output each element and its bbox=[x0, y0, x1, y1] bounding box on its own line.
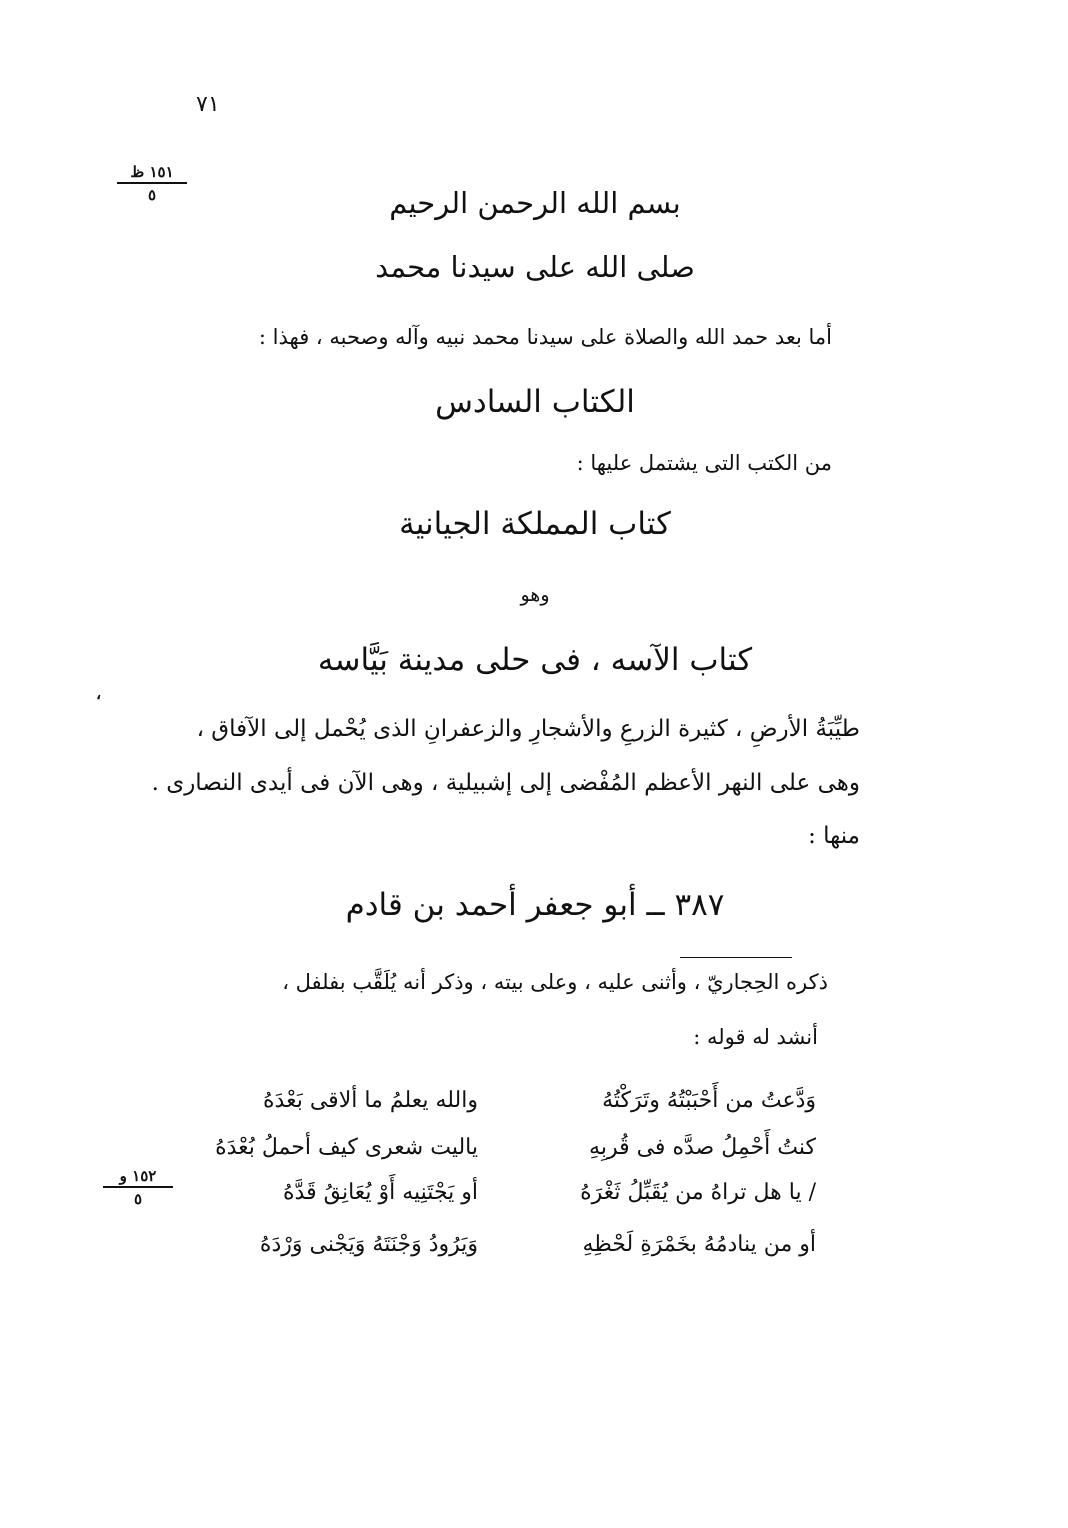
margin-note-bottom: ٥ bbox=[133, 1190, 143, 1208]
verse-hemistich-second: أو يَجْتَنِيه أَوْ يُعَانِقُ قَدَّهُ bbox=[283, 1180, 478, 1205]
page-number: ٧١ bbox=[196, 92, 220, 117]
verse-hemistich-first: / يا هل تراهُ من يُقَبِّلُ ثَغْرَهُ bbox=[580, 1180, 816, 1205]
description-line: طيِّبَةُ الأرضِ ، كثيرة الزرعِ والأشجارِ والزعفرانِ الذى يُحْمل إلى الآفاق ، bbox=[196, 716, 860, 742]
intro-line: أما بعد حمد الله والصلاة على سيدنا محمد نبيه وآله وصحبه ، فهذا : bbox=[258, 325, 832, 349]
description-line: وهى على النهر الأعظم المُفْضى إلى إشبيلية ، وهى الآن فى أيدى النصارى . bbox=[151, 770, 860, 796]
margin-note-bottom: ٥ bbox=[147, 186, 157, 204]
book-title: الكتاب السادس bbox=[435, 384, 635, 420]
entry-heading: ٣٨٧ ــ أبو جعفر أحمد بن قادم bbox=[345, 887, 725, 923]
verse-hemistich-first: أو من ينادمُهُ بخَمْرَةِ لَحْظِهِ bbox=[582, 1232, 816, 1257]
salawat: صلى الله على سيدنا محمد bbox=[375, 250, 695, 284]
entry-line: أنشد له قوله : bbox=[693, 1025, 818, 1049]
entry-line: ذكره الحِجاريّ ، وأثنى عليه ، وعلى بيته ، وذكر أنه يُلَقَّب بفلفل ، bbox=[282, 970, 828, 994]
description-line: منها : bbox=[808, 823, 860, 849]
verse-hemistich-second: وَيَرُودُ وَجْنَتَهُ وَيَجْنى وَرْدَهُ bbox=[259, 1232, 478, 1257]
basmala: بسم الله الرحمن الرحيم bbox=[389, 186, 681, 220]
verse-hemistich-second: ياليت شعرى كيف أحملُ بُعْدَهُ bbox=[215, 1135, 478, 1160]
margin-note-top: ١٥١ ظ bbox=[117, 163, 187, 184]
overline-mark bbox=[680, 957, 792, 958]
margin-note-folio-152 bbox=[103, 1167, 173, 1208]
margin-tick-mark: ، bbox=[96, 684, 102, 703]
books-from-line: من الكتب التى يشتمل عليها : bbox=[576, 451, 832, 475]
chapter-title: كتاب الآسه ، فى حلى مدينة بَيَّاسه bbox=[317, 642, 753, 678]
kingdom-title: كتاب المملكة الجيانية bbox=[399, 506, 671, 542]
verse-hemistich-first: كنتُ أَحْمِلُ صدَّه فى قُربِهِ bbox=[589, 1135, 816, 1160]
margin-note-top: ١٥٢ و bbox=[103, 1167, 173, 1188]
verse-hemistich-first: وَدَّعتُ من أَحْبَبْتُهُ وتَرَكْتُهُ bbox=[602, 1088, 816, 1113]
verse-hemistich-second: والله يعلمُ ما ألاقى بَعْدَهُ bbox=[263, 1088, 478, 1113]
connector-word: وهو bbox=[520, 584, 550, 606]
